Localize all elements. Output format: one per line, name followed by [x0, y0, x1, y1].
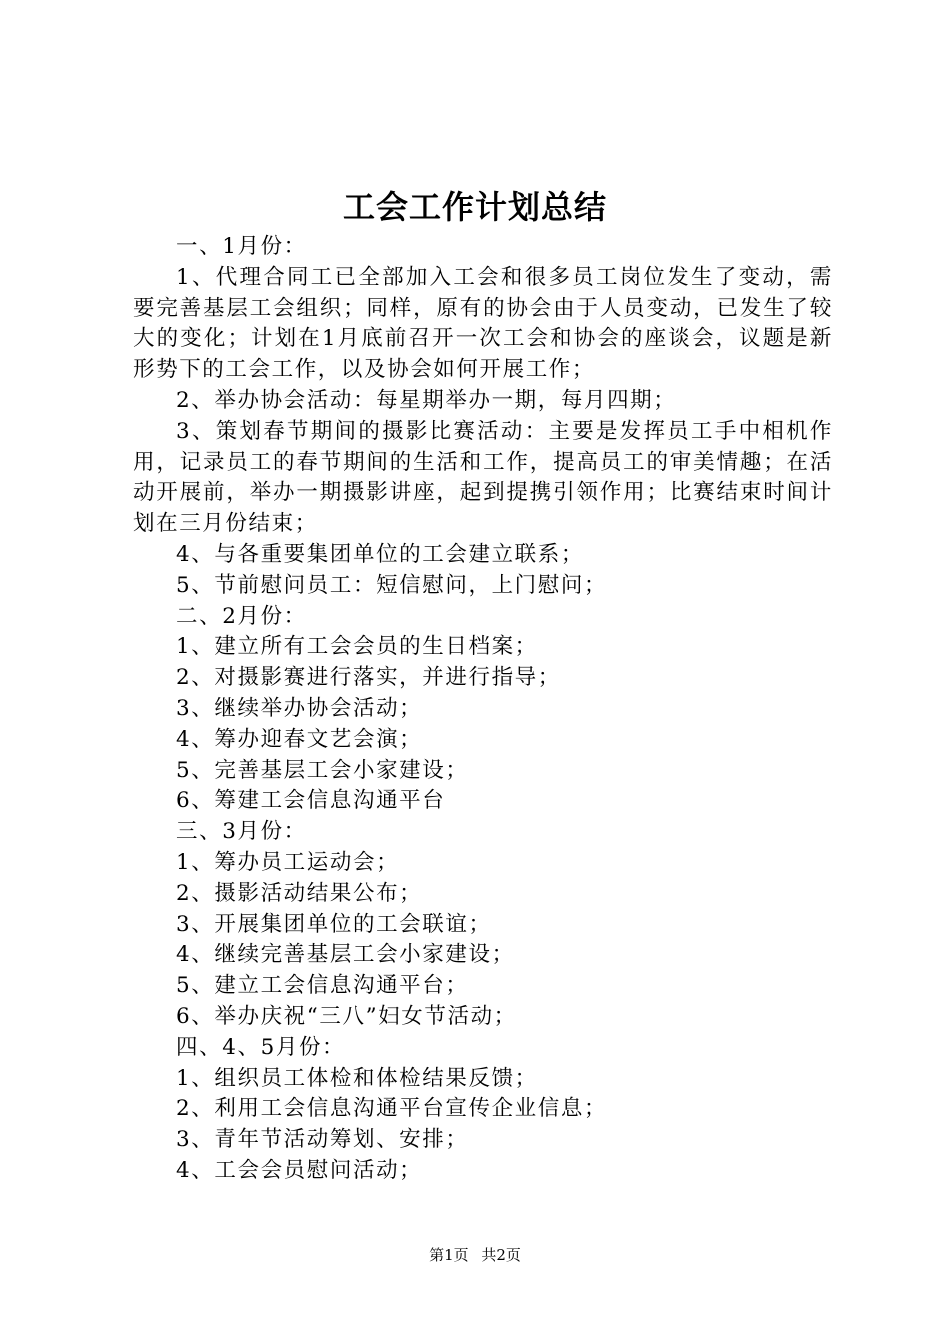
- paragraph: 3、继续举办协会活动；: [176, 695, 423, 721]
- paragraph: 5、建立工会信息沟通平台；: [176, 973, 469, 999]
- paragraph: 2、对摄影赛进行落实，并进行指导；: [176, 665, 561, 691]
- section-heading: 三、3月份：: [176, 819, 307, 845]
- document-body: [133, 232, 833, 1187]
- paragraph: 4、筹办迎春文艺会演；: [176, 726, 423, 752]
- section-heading: 二、2月份：: [176, 603, 307, 629]
- document-title: 工会工作计划总结: [342, 188, 607, 226]
- paragraph: 1、建立所有工会会员的生日档案；: [176, 634, 538, 660]
- paragraph: 1、筹办员工运动会；: [176, 849, 400, 875]
- paragraph: 4、与各重要集团单位的工会建立联系；: [176, 541, 584, 567]
- section-heading: 四、4、5月份：: [176, 1034, 346, 1060]
- paragraph: 4、继续完善基层工会小家建设；: [176, 942, 515, 968]
- paragraph: 3、青年节活动筹划、安排；: [176, 1127, 469, 1153]
- paragraph: 5、完善基层工会小家建设；: [176, 757, 469, 783]
- paragraph: 6、筹建工会信息沟通平台: [176, 788, 446, 814]
- page-number: 第1页: [429, 1246, 469, 1264]
- paragraph: 1、代理合同工已全部加入工会和很多员工岗位发生了变动，需要完善基层工会组织；同样，原有的协会由于人员变动，已发生了较大的变化；计划在1月底前召开一次工会和协会的座谈会，议题是新形势下的工会工作，以及协会如何开展工作；: [133, 264, 833, 383]
- page-total: 共2页: [481, 1246, 521, 1264]
- paragraph: 2、利用工会信息沟通平台宣传企业信息；: [176, 1096, 608, 1122]
- section-heading: 一、1月份：: [176, 234, 307, 259]
- paragraph: 3、策划春节期间的摄影比赛活动：主要是发挥员工手中相机作用，记录员工的春节期间的生活和工作，提高员工的审美情趣；在活动开展前，举办一期摄影讲座，起到提携引领作用；比赛结束时间计划在三月份结束；: [133, 418, 833, 537]
- paragraph: 6、举办庆祝“三八”妇女节活动；: [176, 1003, 517, 1029]
- page-footer: [0, 1244, 950, 1266]
- paragraph: 3、开展集团单位的工会联谊；: [176, 911, 492, 937]
- paragraph: 2、举办协会活动：每星期举办一期，每月四期；: [176, 387, 677, 413]
- paragraph: 4、工会会员慰问活动；: [176, 1157, 423, 1183]
- paragraph: 5、节前慰问员工：短信慰问，上门慰问；: [176, 572, 608, 598]
- paragraph: 1、组织员工体检和体检结果反馈；: [176, 1065, 538, 1091]
- paragraph: 2、摄影活动结果公布；: [176, 880, 423, 906]
